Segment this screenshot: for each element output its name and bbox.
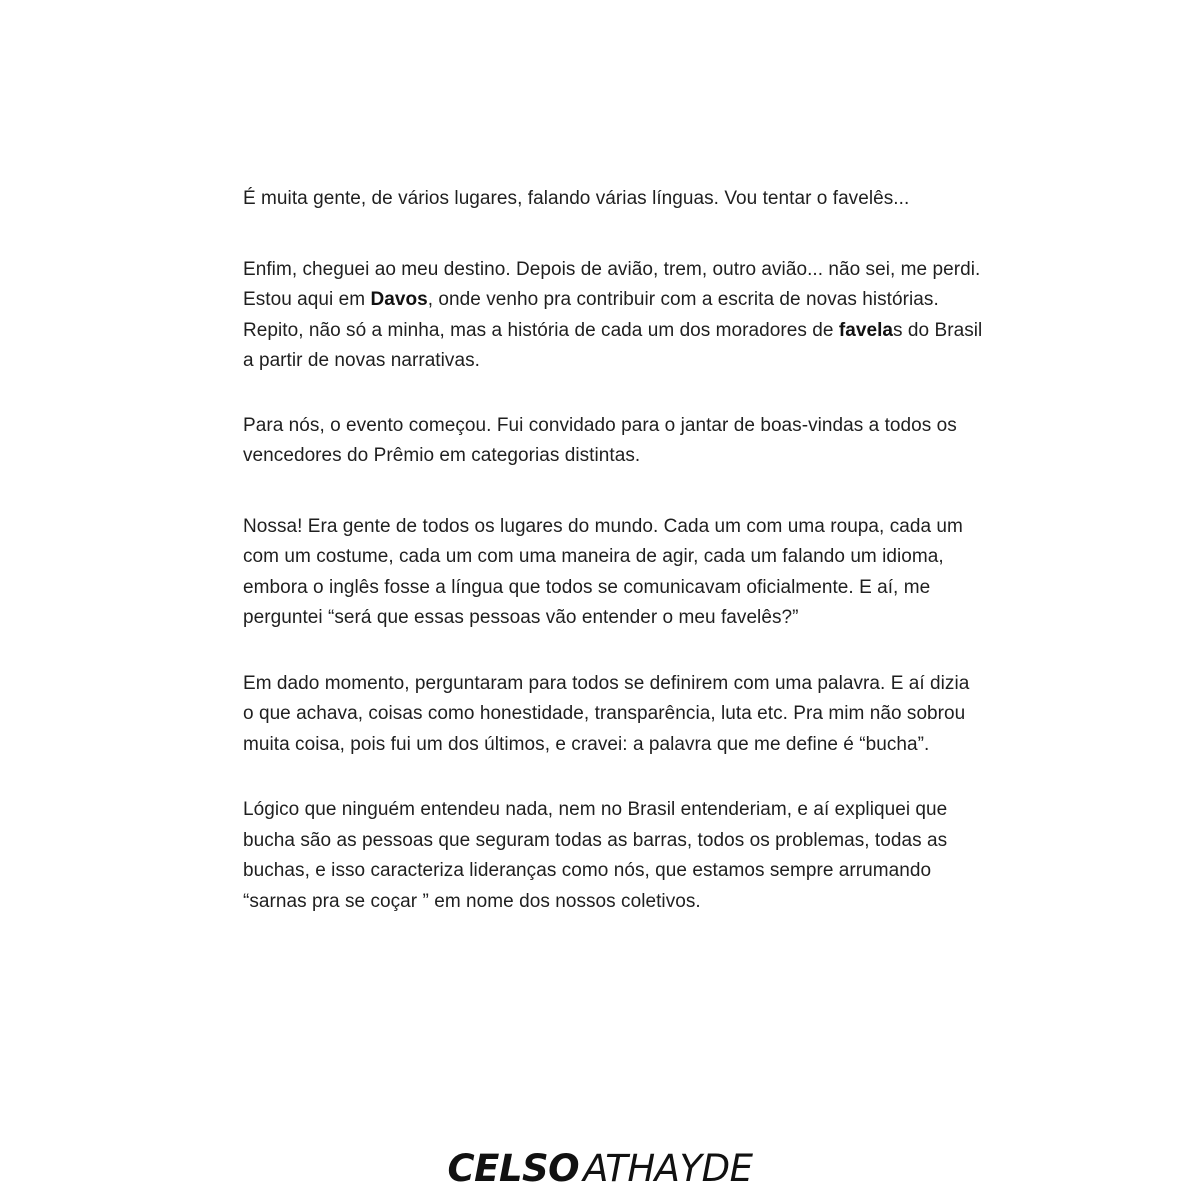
signature-last-name: ATHAYDE [583, 1147, 753, 1190]
paragraph-2-text-b: , onde venho pra contribuir com a escrita de novas histórias. Repito, não só a minha, mas a história de cada um dos moradores de [243, 289, 939, 341]
bold-favela: favela [838, 319, 894, 341]
bold-davos: Davos [370, 289, 428, 310]
paragraph-2 [243, 255, 983, 377]
paragraph-3: Para nós, o evento começou. Fui convidado para o jantar de boas-vindas a todos os vencedores do Prêmio em categorias distintas. [243, 414, 957, 466]
article-body [243, 184, 983, 917]
paragraph-5: Em dado momento, perguntaram para todos se definirem com uma palavra. E aí dizia o que achava, coisas como honestidade, transparência, luta etc. Pra mim não sobrou muita coisa, pois fui um dos últimos, e cravei: a palavra que me define é “bucha”. [243, 672, 970, 755]
paragraph-6: Lógico que ninguém entendeu nada, nem no Brasil entenderiam, e aí expliquei que bucha são as pessoas que seguram todas as barras, todos os problemas, todas as buchas, e isso caracteriza lideranças como nós, que estamos sempre arrumando “sarnas pra se coçar ” em nome dos nossos coletivos. [243, 799, 948, 912]
paragraph-2-text-a: Enfim, cheguei ao meu destino. Depois de avião, trem, outro avião... não sei, me perdi. Estou aqui em [243, 258, 981, 310]
author-signature [0, 1147, 1200, 1191]
paragraph-1: É muita gente, de vários lugares, falando várias línguas. Vou tentar o favelês... [243, 188, 910, 209]
signature-first-name: CELSO [447, 1147, 580, 1190]
paragraph-2-text-c: s do Brasil a partir de novas narrativas. [243, 319, 983, 371]
paragraph-4: Nossa! Era gente de todos os lugares do mundo. Cada um com uma roupa, cada um com um costume, cada um com uma maneira de agir, cada um falando um idioma, embora o inglês fosse a língua que todos se comunicavam oficialmente. E aí, me perguntei “será que essas pessoas vão entender o meu favelês?” [243, 515, 963, 628]
